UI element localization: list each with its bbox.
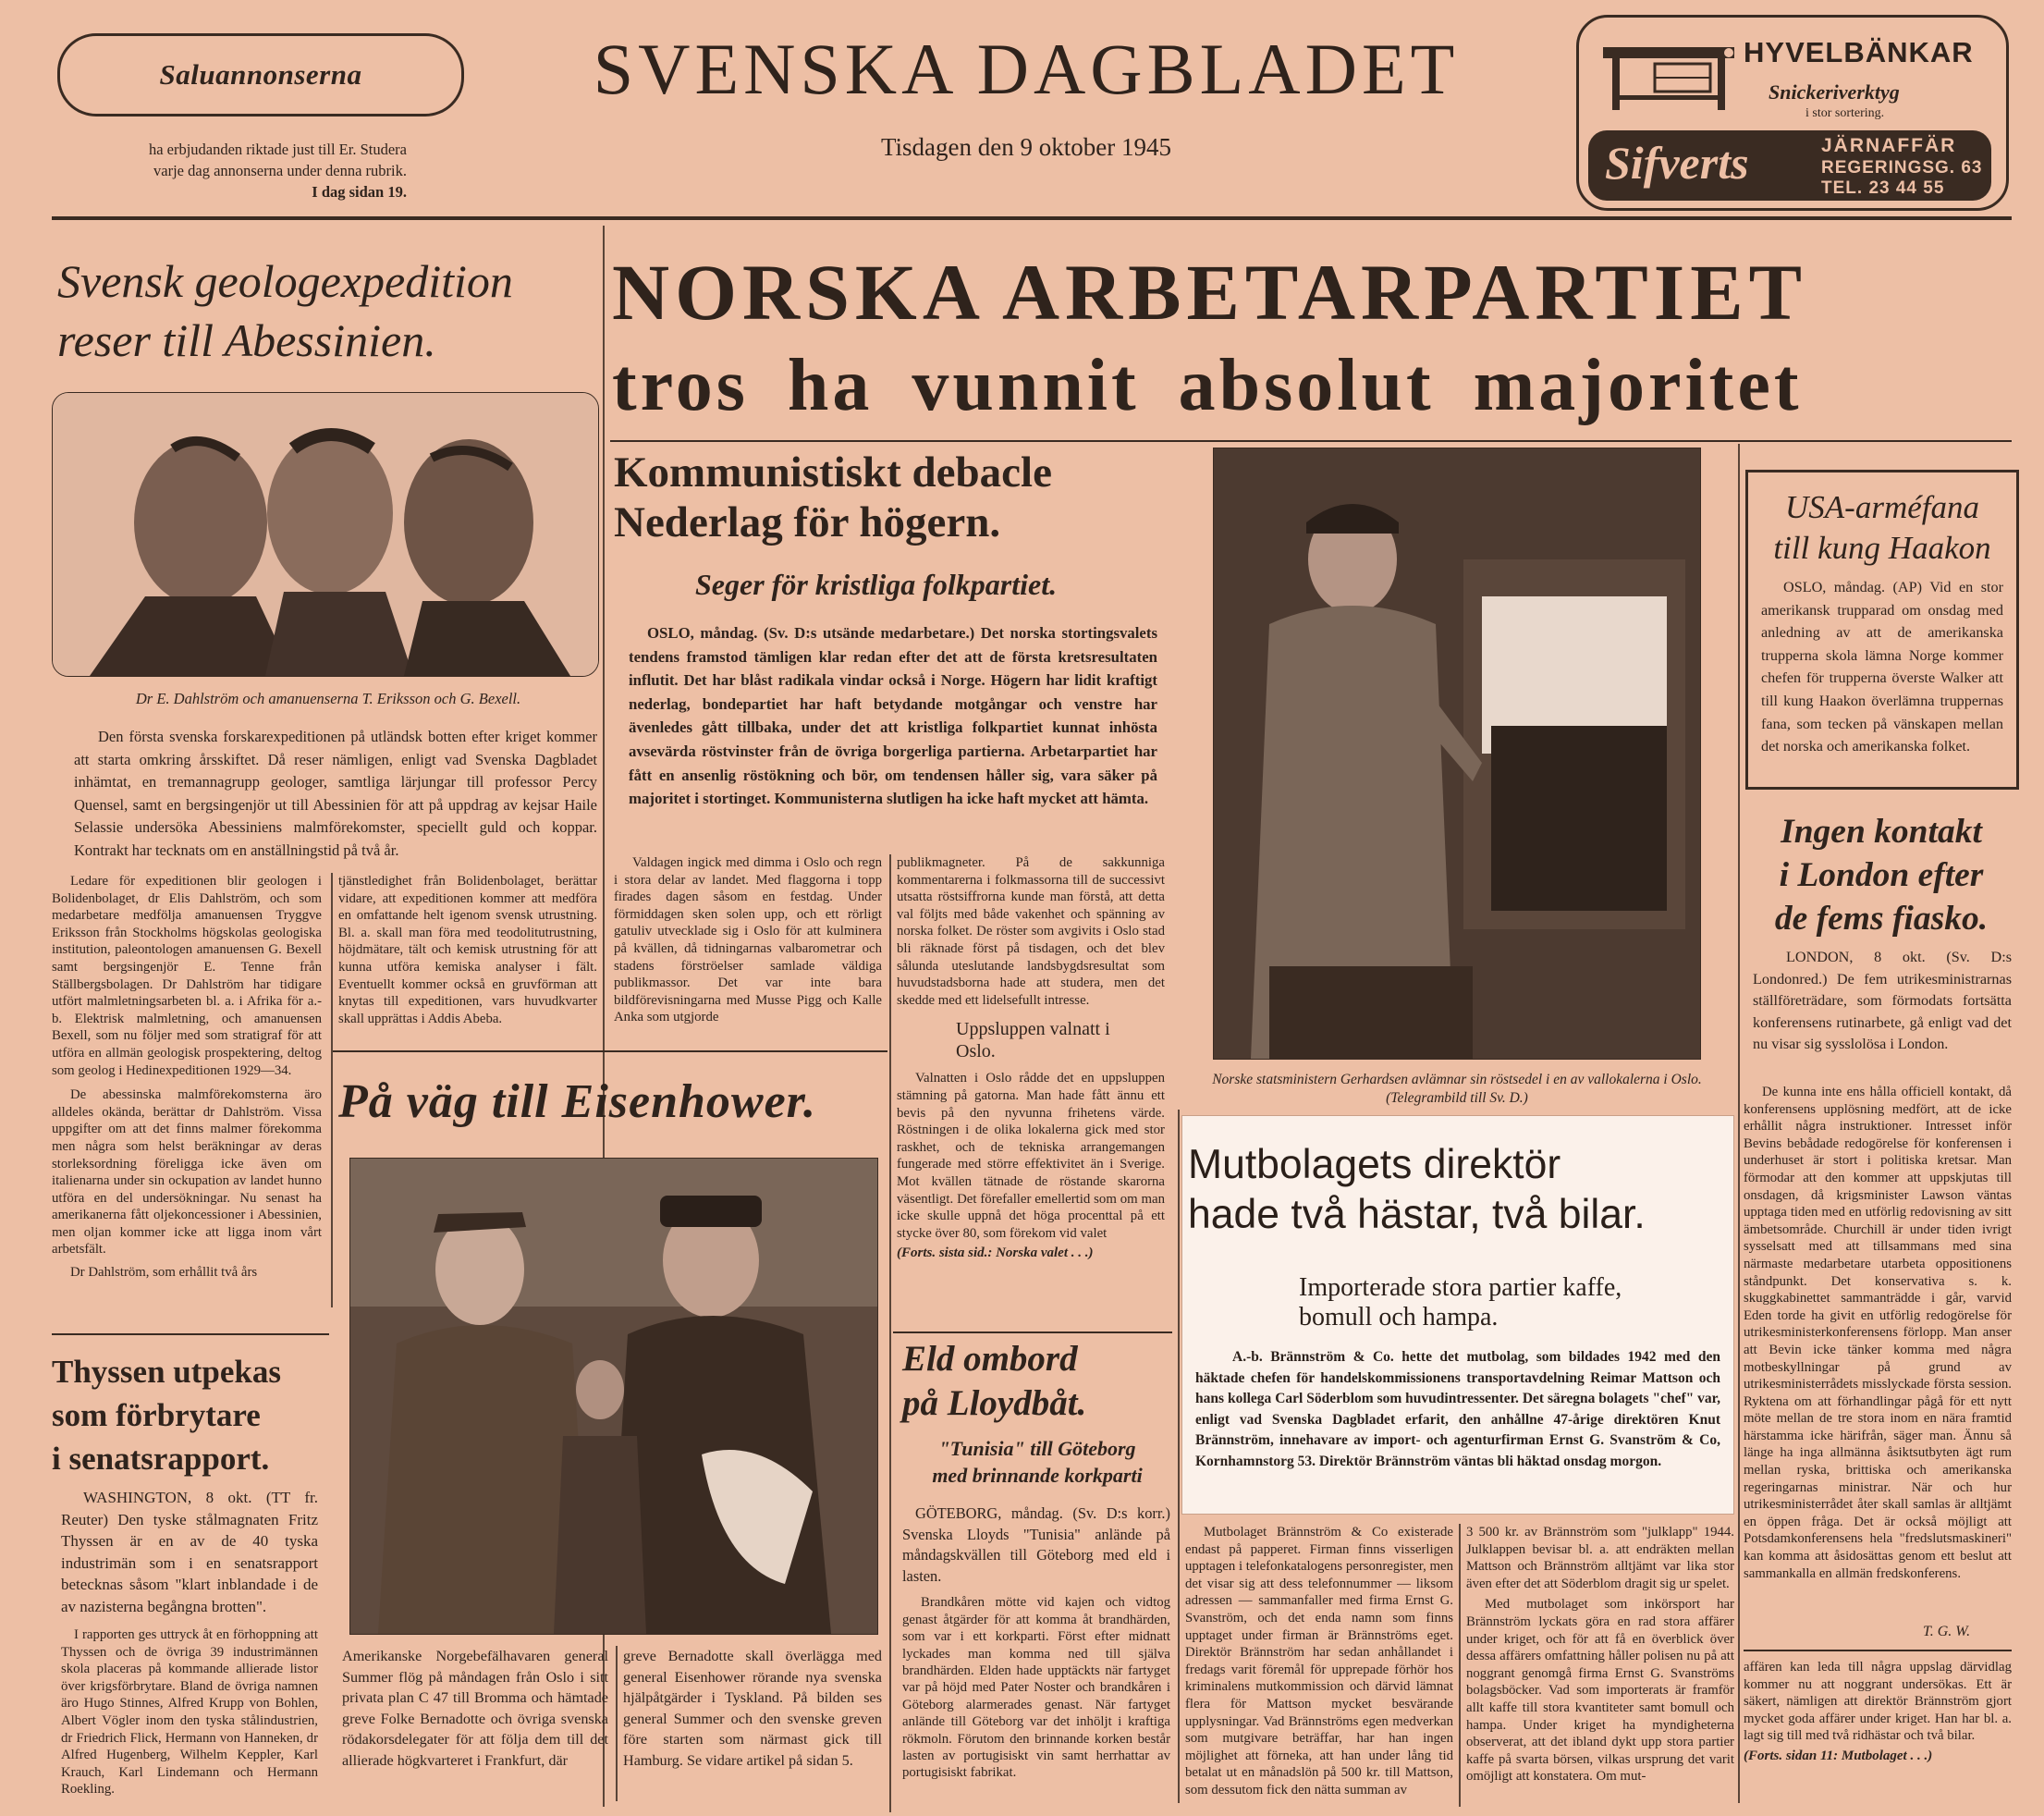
geolog-body-col2 xyxy=(338,873,597,1027)
sale-text xyxy=(55,139,407,202)
main-lead-text: OSLO, måndag. (Sv. D:s utsände medarbetare.) Det norska stortingsvalets tendens framstod tämligen klar redan efter det att de första kretsresultaten influtit. Det har blåst radikala vindar också i Norge. Högern har lidit kraftigt nederlag, bondepartiet har haft betydande motgångar och venstre har ävenledes gått tillbaka, under det att kristliga folkpartiet kunnat inhösta avsevärda röstvinster från de övriga borgerliga partierna. Arbetarpartiet har fått en ansenlig röstökning och bör, om tendensen håller sig, vara säker på majoritet i stortinget. Kommunisterna slutligen ha icke haft mycket att hämta. xyxy=(629,624,1157,808)
geolog-headline xyxy=(57,252,612,370)
main-subheadline-line: Kommunistiskt debacle xyxy=(614,448,1052,497)
mutbolag-headline-line: hade två hästar, två bilar. xyxy=(1188,1192,1646,1237)
mutbolag-headline xyxy=(1188,1140,1733,1240)
eisenhower-headline: På väg till Eisenhower. xyxy=(338,1075,817,1128)
thyssen-body-a: WASHINGTON, 8 okt. (TT fr. Reuter) Den tyske stålmagnaten Fritz Thyssen är en av de 40 tyska industrimän som i en senatsrapport betecknas såsom "klart inblandade i de av nazisterna begångna brotten". xyxy=(61,1489,318,1615)
ad-brand: Sifverts xyxy=(1605,137,1749,189)
lloyd-body-b: Brandkåren mötte vid kajen och vidtog genast åtgärder för att komma åt brandhärden, som var i ett korkparti. Först efter midnatt lyckades man komma ned till själva brandhärden. Elden hade upptäckts när fartyget var på höjd med Pater Noster och brandkåren i Göteborg alarmerades genast. När fartyget anlände till Göteborg var det inhöljt i kraftiga rökmoln. Förutom den brinnande korken består lasten av portugisiskt vin samt herrhattar av portugisiskt fabrikat. xyxy=(902,1595,1170,1781)
gerhardsen-photo xyxy=(1213,448,1701,1060)
lloyd-headline-line: på Lloydbåt. xyxy=(902,1383,1087,1423)
eisenhower-body-a: Amerikanske Norgebefälhavaren general Summer flög på måndagen från Oslo i sitt privata plan C 47 till Bromma och hämtade greve Folke Bernadotte och övriga svenska rödakorsdelegater för att följa dem till det allierade högkvarteret i Frankfurt, där xyxy=(342,1648,608,1769)
geolog-headline-line: Svensk geologexpedition xyxy=(57,255,513,307)
mutbolag-continuation[interactable]: (Forts. sidan 11: Mutbolaget . . .) xyxy=(1744,1748,1933,1763)
eisenhower-body-b: greve Bernadotte skall överlägga med general Eisenhower rörande nya svenska hjälpåtgärder i Tyskland. På bilden ses general Summer och den svenske greven före starten som närmast gick till Hamburg. Se vidare artikel på sidan 5. xyxy=(623,1648,882,1769)
mutbolag-body-c: Med mutbolaget som inkörsport har Brännström lyckats göra en rad stora affärer under kriget, och för att få en överblick över dessa affärers omfattning håller polisen nu på att noggrant genomgå firma Ernst G. Svanströms bolagsböcker. Vad som importerats är framför allt kaffe till stora kvantiteter samt bomull och hampa. Under kriget ha myndigheterna observerat, att det ibland dykt upp stora partier kaffe på svarta börsen, vilkas ursprung det varit omöjligt att konstatera. Om mut- xyxy=(1466,1597,1734,1785)
eisenhower-body-col1 xyxy=(342,1646,608,1772)
geologists-portrait-image xyxy=(53,393,598,676)
sale-text-line: ha erbjudanden riktade just till Er. Studera xyxy=(148,141,407,158)
eisenhower-body-col2 xyxy=(623,1646,882,1772)
mutbolag-overflow xyxy=(1744,1659,2012,1764)
main-subheadline-line: Nederlag för högern. xyxy=(614,498,1001,546)
summer-bernadotte-image xyxy=(350,1159,877,1634)
gerhardsen-caption-line: Norske statsministern Gerhardsen avlämnar sin röstsedel i en av vallokalerna i Oslo. xyxy=(1212,1072,1702,1087)
sale-box-label: Saluannonserna xyxy=(159,58,362,91)
usa-headline-line: till kung Haakon xyxy=(1773,530,1991,566)
main-body-a: Valdagen ingick med dimma i Oslo och regn i stora delar av landet. Med flaggorna i topp firades dagen såsom en festdag. Under förmiddagen sken solen upp, och ett rörligt gatuliv utvecklade sig i Oslo för att kulminera på kvällen, då tidningarnas valbarometrar och stadens förströelser samlade väldiga publikmassor. Det var inte bara bildförevisningarna med Musse Pigg och Kalle Anka som utgjorde xyxy=(614,855,882,1025)
london-headline xyxy=(1747,810,2015,940)
ad-headline: HYVELBÄNKAR xyxy=(1744,36,1974,68)
issue-date: Tisdagen den 9 oktober 1945 xyxy=(881,133,1171,161)
section-rule xyxy=(893,1331,1172,1333)
thyssen-headline-line: Thyssen utpekas xyxy=(52,1354,282,1390)
main-body-col1 xyxy=(614,854,882,1026)
geolog-body-c: Dr Dahlström, som erhållit två års xyxy=(70,1265,258,1281)
main-lead xyxy=(629,621,1157,811)
masthead-rule xyxy=(52,216,2012,220)
usa-headline-line: USA-arméfana xyxy=(1785,489,1979,525)
london-headline-line: Ingen kontakt xyxy=(1781,813,1982,851)
london-body-text: De kunna inte ens hålla officiell kontakt, då konferensens upplösning medfört, att de icke erhållit några instruktioner. Intresset inför Bevins bebådade redogörelse för konferensen i underhuset är stort i politiska kretsar. Man förmodar att den kommer att uppskjutas till onsdagen, då krigsminister Lawson väntas upptaga tiden med en utförlig redovisning av sitt ämbetsområde. Churchill är under tiden ivrigt sysselsatt med att tillsammans med sina närmaste medarbetare utarbeta oppositionens ståndpunkt. Det konservativa s. k. skuggkabinettet sammanträdde i går, varvid Eden torde ha givit en utförlig redogörelse för utrikesministerkonferensens förlopp. Man anser att Bevin icke tänker komma med några motbeskyllningar på grund av utrikesministerrådets misslyckade första session. Ryktena om att förhandlingar pågå för ett nytt möte mellan de tre stora inom en nära framtid härstamma icke härifrån, säger man. Ännu så länge ha inga allmänna åsiktsutbyten ägt rum mellan ryska, brittiska och amerikanska regeringarnas ministrar. När och hur utrikesministerrådet åter skall samlas är alltjämt en öppen fråga. Det är också möjligt att Potsdamkonferensens hela "fredslutsmaskineri" kan komma att åsidosättas genom ett beslut att sammankalla en allmän fredskonferens. xyxy=(1744,1085,2012,1581)
geolog-body-b: De abessinska malmförekomsterna äro alldeles okända, berättar dr Dahlström. Vissa uppgifter om att det finns malmer förekomma men några som helst beräkningar av deras storleksordning föreligga icke även om italienarna under sin ockupation av landet hunno utföra en del undersökningar. Nu senast ha amerikanerna fått oljekoncessioner i Abessinien, men oljan kommer icke att ligga inom vårt arbetsfält. xyxy=(52,1087,322,1258)
mutbolag-subheadline-line: Importerade stora partier kaffe, xyxy=(1299,1273,1622,1302)
column-rule xyxy=(889,854,891,1054)
column-rule xyxy=(1738,444,1740,1803)
main-body-col2 xyxy=(897,854,1165,1261)
thyssen-headline xyxy=(52,1350,329,1480)
thyssen-body xyxy=(61,1487,318,1798)
mutbolag-box xyxy=(1181,1115,1734,1515)
main-subhead: Uppsluppen valnatt i Oslo. xyxy=(956,1019,1110,1062)
workbench-icon xyxy=(1599,40,1738,114)
gerhardsen-voting-image xyxy=(1214,448,1700,1059)
geologists-photo-caption: Dr E. Dahlström och amanuenserna T. Eriksson och G. Bexell. xyxy=(135,690,521,707)
mutbolag-subheadline-line: bomull och hampa. xyxy=(1299,1303,1499,1331)
ad-note: i stor sortering. xyxy=(1805,106,1885,120)
ad-brand-plate xyxy=(1588,130,1991,201)
column-rule xyxy=(1178,1110,1180,1803)
usa-body-text: OSLO, måndag. (AP) Vid en stor amerikansk trupparad om onsdag med anledning av att de amerikanska trupperna skola lämna Norge kommer chefen för trupperna överste Walker att till kung Haakon överlämna truppernas fana, som tecken på vänskapen mellan det norska och amerikanska folket. xyxy=(1761,579,2003,755)
usa-body xyxy=(1761,576,2003,758)
lloyd-headline xyxy=(902,1337,1176,1426)
london-headline-line: i London efter xyxy=(1779,856,1984,894)
hardware-ad[interactable] xyxy=(1576,15,2009,211)
ad-sub: Snickeriverktyg xyxy=(1769,80,1900,104)
geolog-intro xyxy=(74,726,597,862)
usa-box xyxy=(1745,470,2019,790)
london-headline-line: de fems fiasko. xyxy=(1774,900,1989,938)
masthead xyxy=(0,0,2044,222)
mutbolag-body-a: Mutbolaget Brännström & Co existerade endast på papperet. Firman finns visserligen upptagen i telefonkatalogens personregister, men det visar sig att dess telefonnummer — liksom adressen — sammanfaller med firma Ernst G. Svanström, och det enda namn som finns upptaget under firman är Brännströms eget. Direktör Brännström har sedan anhållandet i fredags varit föremål för upprepade förhör hos kriminalens mutkommission och därvid lämnat flera för Mattson mycket besvärande upplysningar. Vad Brännströms egen medverkan som mutgivare beträffar, har han ingen möjlighet att förneka, att han under lång tid betalat ut en månadslön på 500 kr. till Mattson, som dessutom fick den nätta summan av xyxy=(1185,1525,1453,1798)
main-subheadline-3: Seger för kristliga folkpartiet. xyxy=(695,568,1058,601)
lloyd-subheadline xyxy=(899,1435,1176,1489)
gerhardsen-caption-line: (Telegrambild till Sv. D.) xyxy=(1386,1090,1528,1106)
mutbolag-lead-text: A.-b. Brännström & Co. hette det mutbolag, som bildades 1942 med den häktade chefen för handelskommissionens transportavdelning Reimar Mattson och hans kollega Carl Söderblom som huvudintressenter. Det säregna bolagets "chef" var, enligt vad Svenska Dagbladet erfarit, den anhållne 47-årige direktören Knut Brännström, innehavare av import- och agenturfirman Ernst G. Svanström & Co, Kornhamnstorg 53. Direktör Brännström väntas bli häktad onsdag morgon. xyxy=(1195,1349,1720,1469)
thyssen-headline-line: i senatsrapport. xyxy=(52,1441,270,1477)
sale-box[interactable] xyxy=(57,33,464,117)
column-rule xyxy=(1459,1524,1461,1807)
mutbolag-subheadline xyxy=(1299,1273,1733,1332)
section-rule xyxy=(333,1050,887,1052)
main-headline-line2: tros ha vunnit absolut majoritet xyxy=(612,345,1803,426)
geolog-body-col1 xyxy=(52,873,322,1307)
main-subheadline xyxy=(614,448,1206,547)
summer-photo xyxy=(349,1158,878,1635)
lloyd-headline-line: Eld ombord xyxy=(902,1339,1078,1379)
ad-shop: JÄRNAFFÄR xyxy=(1821,135,1957,156)
column-rule xyxy=(616,1646,618,1801)
thyssen-headline-line: som förbrytare xyxy=(52,1397,261,1433)
geolog-body-d: tjänstledighet från Bolidenbolaget, berättar vidare, att expeditionen kommer att medföra en omfattande helt igenom svensk utrustning. Bl. a. skall man föra med teodolitutrustning, höjdmätare, tält och kemisk utrustning för att kunna utföra kemiska analyser i fält. Eventuellt kommer också en gruvförman att knytas till expeditionen, vars huvudkvarter skall upprättas i Addis Abeba. xyxy=(338,874,597,1026)
ad-address: REGERINGSG. 63 xyxy=(1821,158,1983,178)
lloyd-subheadline-line: "Tunisia" till Göteborg xyxy=(938,1437,1136,1460)
column-rule xyxy=(331,873,333,1307)
mutbolag-body-b: 3 500 kr. av Brännström som "julklapp" 1944. Julklappen bevisar bl. a. att endräkten mellan Mattson och Brännström alltjämt var lika stor även efter det att Söderblom dragit sig ur spelet. xyxy=(1466,1525,1734,1591)
mutbolag-lead xyxy=(1195,1347,1720,1472)
headline-rule xyxy=(610,440,2012,442)
main-body-c: Valnatten i Oslo rådde det en uppsluppen stämning på gatorna. Man hade fått ännu ett bevis på den nyvunna frihetens värde. Röstningen i de olika lokalerna gick med stor raskhet, och de tekniska arrangemangen fungerade med större effektivitet än i Sverige. Mot kvällen tätnade de röstande skarorna väsentligt. Det förefaller emellertid som om man icke skulle uppnå det höga procenttal på ett stycke över 80, som förekom vid valet xyxy=(897,1071,1165,1241)
london-lead xyxy=(1753,947,2012,1056)
mutbolag-body-col2 xyxy=(1466,1524,1734,1801)
section-rule xyxy=(52,1333,329,1335)
ad-phone: TEL. 23 44 55 xyxy=(1821,178,1945,198)
gerhardsen-photo-caption xyxy=(1180,1071,1734,1108)
newspaper-title: SVENSKA DAGBLADET xyxy=(593,29,1460,109)
lloyd-body xyxy=(902,1503,1170,1782)
main-headline-line1: NORSKA ARBETARPARTIET xyxy=(612,248,1807,337)
mutbolag-body-col1 xyxy=(1185,1524,1453,1801)
lloyd-subheadline-line: med brinnande korkparti xyxy=(932,1464,1143,1487)
london-signature: T. G. W. xyxy=(1923,1624,1971,1639)
main-continuation[interactable]: (Forts. sista sid.: Norska valet . . .) xyxy=(897,1245,1094,1261)
section-rule xyxy=(1744,1650,2012,1651)
sale-text-line: I dag sidan 19. xyxy=(312,183,407,201)
lloyd-body-a: GÖTEBORG, måndag. (Sv. D:s korr.) Svenska Lloyds "Tunisia" anlände på måndagskvällen till Göteborg med eld i lasten. xyxy=(902,1504,1170,1585)
thyssen-body-b: I rapporten ges uttryck åt en förhoppning att Thyssen och de övriga 39 industrimännen skola placeras på kommande allierade listor över krigsförbrytare. Bland de övriga namnen äro Hugo Stinnes, Alfred Krupp von Bohlen, Albert Vögler inom den tyska stålindustrien, dr Friedrich Flick, Hermann von Hanneken, dr Alfred Hugenberg, Wilhelm Keppler, Karl Krauch, Karl Lindemann och Hermann Roekling. xyxy=(61,1627,318,1798)
usa-headline xyxy=(1748,487,2016,569)
mutbolag-headline-line: Mutbolagets direktör xyxy=(1188,1142,1561,1187)
london-body xyxy=(1744,1084,2012,1646)
sale-text-line: varje dag annonserna under denna rubrik. xyxy=(153,162,407,179)
london-lead-text: LONDON, 8 okt. (Sv. D:s Londonred.) De fem utrikesministrarnas ställföreträdare, som förmodats fortsätta konferensens rutinarbete, gå enligt vad det nu visar sig sysslolösa i London. xyxy=(1753,949,2012,1053)
geolog-headline-line: reser till Abessinien. xyxy=(57,314,436,366)
geologists-photo xyxy=(52,392,599,677)
main-body-b: publikmagneter. På de sakkunniga kommentarerna i folkmassorna till de successivt utsatta röstsiffrorna kunde man förstå, att detta val följts med både vakenhet och spänning av norska folket. De röster som avgivits i Oslo stad bli räknade först på tisdagen, och det blev sålunda uteslutande landsbygdsresultat som huvudstadsborna hade att studera, men det skedde med ett lidelsefullt intresse. xyxy=(897,855,1165,1008)
mutbolag-overflow-text: affären kan leda till några uppslag därvidlag kommer nu att noggrant undersökas. Ett är säkert, nämligen att direktör Brännström gjort mycket goda affärer under kriget. Han har bl. a. lagt sig till med två ridhästar och två bilar. xyxy=(1744,1660,2012,1744)
geolog-body-a: Ledare för expeditionen blir geologen i Bolidenbolaget, dr Elis Dahlström, och som medarbetare medfölja amanuensen Tryggve Eriksson från Stockholms högskolas geologiska institution, paleontologen amanuensen G. Bexell samt bergsingenjör E. Tenne från Ställbergsbolagen. Dr Dahlström har tidigare utfört malmletningsarbeten bl. a. i Afrika för a.-b. Elektrisk malmletning, och amanuensen Bexell, som nu följer med som stratigraf för att utföra en allmän geologisk prospektering, deltog som geolog i Hedinexpeditionen 1929—34. xyxy=(52,874,322,1078)
geolog-intro-text: Den första svenska forskarexpeditionen på utländsk botten efter kriget kommer att starta omkring årsskiftet. Då reser nämligen, enligt vad Svenska Dagbladet inhämtat, en tremannagrupp geologer, samtliga lärjungar till professor Percy Quensel, samt en bergsingenjör ut till Abessinien för att på uppdrag av kejsar Haile Selassie undersöka Abessiniens malmförekomster, speciellt guld och koppar. Kontrakt har tecknats om en anställningstid på två år. xyxy=(74,728,597,859)
